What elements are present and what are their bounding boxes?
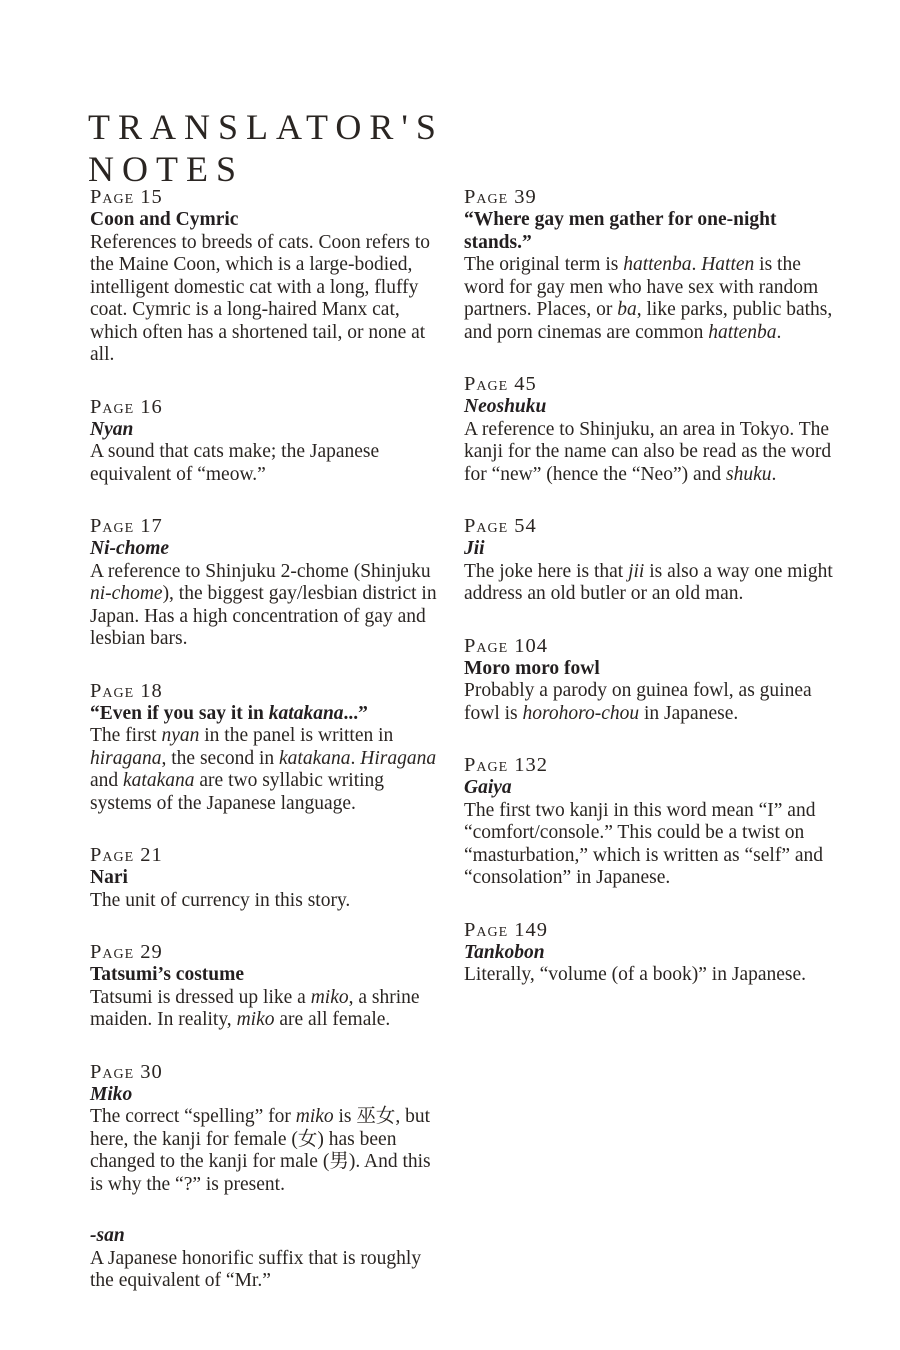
note-heading: Gaiya: [464, 777, 512, 798]
note-section: [90, 1061, 446, 1197]
note-page-label: Page 16: [90, 395, 163, 418]
note-body: The correct “spelling” for miko is 巫女, but here, the kanji for female (女) has been changed to the kanji for male (男). And this is why the “?” is present.: [90, 1106, 431, 1195]
note-body: References to breeds of cats. Coon refers to the Maine Coon, which is a large-bodied, intelligent domestic cat with a long, fluffy coat. Cymric is a long-haired Manx cat, which often has a shortened tail, or none at all.: [90, 231, 431, 365]
note-heading: -san: [90, 1225, 125, 1246]
note-page-label: Page 104: [464, 634, 549, 657]
page-title-line2: NOTES: [88, 149, 244, 190]
note-heading: “Where gay men gather for one-night stands.”: [464, 209, 777, 253]
note-section: [90, 941, 446, 1032]
note-body: A reference to Shinjuku 2-chome (Shinjuku ni-chome), the biggest gay/lesbian district in Japan. Has a high concentration of gay and lesbian bars.: [90, 560, 437, 649]
note-page-label: Page 18: [90, 679, 163, 702]
note-body: The first two kanji in this word mean “I” and “comfort/console.” This could be a twist on “masturbation,” which is written as “self” and “consolation” in Japanese.: [464, 799, 824, 888]
note-page-label: Page 149: [464, 918, 549, 941]
note-page-label: Page 45: [464, 373, 537, 395]
note-body: The joke here is that jii is also a way one might address an old butler or an old man.: [464, 560, 833, 604]
note-section: [90, 515, 446, 651]
note-heading: Neoshuku: [464, 396, 547, 417]
note-section: [464, 754, 842, 890]
note-heading: Coon and Cymric: [90, 209, 239, 230]
note-page-label: Page 15: [90, 186, 163, 208]
note-section: [90, 844, 446, 912]
note-heading: Moro moro fowl: [464, 657, 600, 679]
note-body: The unit of currency in this story.: [90, 889, 351, 911]
note-heading: Tankobon: [464, 941, 545, 963]
note-body: A reference to Shinjuku, an area in Tokyo. The kanji for the name can also be read as the word for “new” (hence the “Neo”) and shuku.: [464, 418, 832, 485]
note-heading: Nari: [90, 867, 128, 888]
note-body: A Japanese honorific suffix that is roughly the equivalent of “Mr.”: [90, 1247, 422, 1291]
note-body: Probably a parody on guinea fowl, as guinea fowl is horohoro-chou in Japanese.: [464, 680, 812, 724]
note-heading: Miko: [90, 1083, 133, 1105]
note-page-label: Page 54: [464, 515, 537, 537]
note-heading: Tatsumi’s costume: [90, 964, 245, 985]
note-heading: Nyan: [90, 418, 134, 440]
note-body: Tatsumi is dressed up like a miko, a shrine maiden. In reality, miko are all female.: [90, 986, 420, 1030]
note-heading: “Even if you say it in katakana...”: [90, 702, 368, 724]
note-section: [464, 635, 842, 726]
note-body: A sound that cats make; the Japanese equivalent of “meow.”: [90, 441, 380, 485]
note-body: The first nyan in the panel is written in hiragana, the second in katakana. Hiragana and katakana are two syllabic writing systems of the Japanese language.: [90, 725, 437, 814]
note-section: [464, 515, 842, 606]
note-section: [90, 1225, 446, 1293]
note-section: [90, 186, 446, 367]
note-body: Literally, “volume (of a book)” in Japanese.: [464, 964, 807, 985]
note-page-label: Page 17: [90, 515, 163, 537]
notes-column-left: [90, 186, 446, 1322]
note-page-label: Page 30: [90, 1060, 163, 1083]
note-section: [464, 186, 842, 344]
note-section: [464, 373, 842, 486]
note-section: [90, 396, 446, 487]
note-section: [90, 680, 446, 816]
note-page-label: Page 29: [90, 941, 163, 963]
note-page-label: Page 39: [464, 186, 537, 208]
note-heading: Ni-chome: [90, 538, 170, 559]
note-section: [464, 919, 842, 987]
note-page-label: Page 132: [464, 754, 549, 776]
note-page-label: Page 21: [90, 844, 163, 866]
page-title-line1: TRANSLATOR'S: [88, 107, 444, 148]
note-body: The original term is hattenba. Hatten is the word for gay men who have sex with random partners. Places, or ba, like parks, public baths, and porn cinemas are common hattenba.: [464, 254, 833, 343]
page-title: [88, 106, 444, 190]
notes-column-right: [464, 186, 842, 1322]
notes-columns: [90, 186, 842, 1322]
note-heading: Jii: [464, 538, 485, 559]
